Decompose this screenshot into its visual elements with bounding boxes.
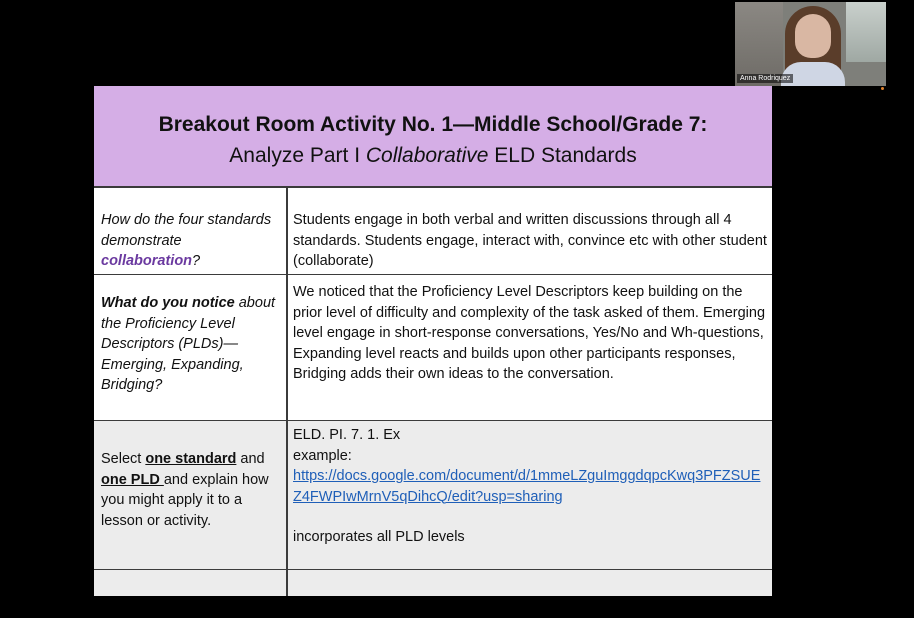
answer-standard: ELD. PI. 7. 1. Ex [293,427,401,443]
subtitle-text: Analyze Part I [229,144,366,167]
question-cell [101,449,279,531]
slide-subtitle [94,144,772,168]
question-text: How do the four standards demonstrate [101,212,272,249]
shared-slide [94,86,772,596]
question-cell [101,293,279,396]
slide-header [94,86,772,188]
question-text: about the Proficiency Level Descriptors (PLDs)—Emerging, Expanding, Bridging? [101,295,276,393]
question-underline: one standard [145,451,237,467]
subtitle-text-end: ELD Standards [488,144,637,167]
answer-example-label: example: [293,447,352,464]
audio-indicator-icon [881,87,884,90]
table-row [94,421,772,570]
answer-cell [293,425,767,548]
question-emphasis: collaboration [101,253,193,269]
google-doc-link[interactable]: https://docs.google.com/document/d/1mmeLZguImggdqpcKwq3PFZSUEZ4FWPIwMrnV5qDihcQ/edit?usp=sharing [293,468,761,505]
participant-video-tile[interactable] [735,2,886,86]
subtitle-emphasis: Collaborative [365,144,489,167]
answer-note: incorporates all PLD levels [293,529,465,545]
participant-face [795,14,831,58]
answer-cell: We noticed that the Proficiency Level Descriptors keep building on the prior level of difficulty and complexity of the task asked of them. Emerging level engage in short-response conversations, Yes/No and Wh-questions, Expanding level reacts and builds upon other participants responses, Bridging adds their own ideas to the conversation. [293,284,766,382]
column-divider [286,188,288,596]
question-bold: What do you notice [101,295,235,311]
table-row [94,188,772,275]
table-row [94,275,772,421]
table-row-empty [94,570,772,596]
answer-cell: Students engage in both verbal and written discussions through all 4 standards. Students engage, interact with, convince etc with other student (collaborate) [293,212,767,269]
question-text-end: and explain how you might apply it to a lesson or activity. [101,471,269,529]
question-text: Select [101,451,146,467]
question-underline-2: one PLD [101,471,164,488]
question-text-end: ? [192,253,201,269]
participant-name-label: Anna Rodriquez [737,74,793,83]
video-background-window [846,2,886,62]
question-text-mid: and [236,451,265,467]
slide-title: Breakout Room Activity No. 1—Middle School/Grade 7: [158,113,708,136]
question-cell [101,210,279,272]
